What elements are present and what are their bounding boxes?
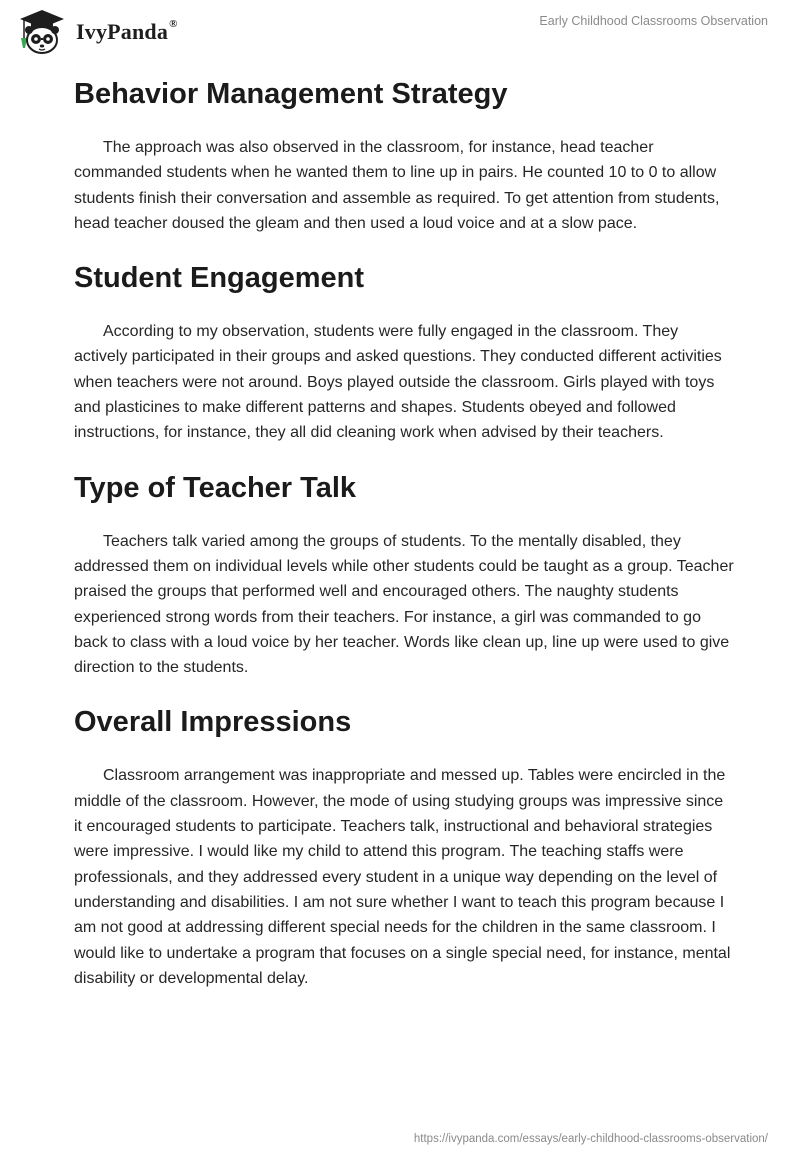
footer-source-link[interactable]: https://ivypanda.com/essays/early-childhood-classrooms-observation/ xyxy=(413,1133,768,1145)
section-heading-student-engagement: Student Engagement xyxy=(74,262,365,295)
section-heading-behavior-management: Behavior Management Strategy xyxy=(74,78,508,110)
section-heading-teacher-talk: Type of Teacher Talk xyxy=(74,471,357,504)
section-paragraph-student-engagement: According to my observation, students were fully engaged in the classroom. They actively participated in their groups and asked questions. They conducted different activities when teachers were not around. Boys played outside the classroom. Girls played with toys and plasticines to make different patterns and shapes. Students obeyed and followed instructions, for instance, they all did cleaning work when advised by their teachers. xyxy=(74,323,722,442)
section-paragraph-behavior-management: The approach was also observed in the classroom, for instance, head teacher commanded students when he wanted them to line up in pairs. He counted 10 to 0 to allow students finish their conversation and assemble as required. To get attention from students, head teacher doused the gleam and then used a loud voice and at a slow pace. xyxy=(74,139,720,232)
panda-graduate-icon xyxy=(14,8,70,56)
essay-content xyxy=(74,68,734,991)
section-paragraph-teacher-talk: Teachers talk varied among the groups of students. To the mentally disabled, they addressed them on individual levels while other students could be taught as a group. Teacher praised the groups that performed well and encouraged others. The naughty students experienced strong words from their teachers. For instance, a girl was commanded to go back to class with a loud voice by her teacher. Words like clean up, line up were used to give direction to the students. xyxy=(74,532,734,677)
brand-logo[interactable] xyxy=(14,8,178,56)
brand-name: IvyPanda® xyxy=(76,17,178,44)
section-heading-overall-impressions: Overall Impressions xyxy=(74,706,352,739)
section-paragraph-overall-impressions: Classroom arrangement was inappropriate and messed up. Tables were encircled in the middle of the classroom. However, the mode of using studying groups was impressive since it encouraged students to participate. Teachers talk, instructional and behavioral strategies were impressive. I would like my child to attend this program. The teaching staffs were professionals, and they addressed every student in a unique way depending on the level of understanding and disabilities. I am not sure whether I want to teach this program because I am not good at addressing different special needs for the children in the same classroom. I would like to undertake a program that focuses on a single special need, for instance, mental disability or developmental delay. xyxy=(74,767,731,987)
page-header xyxy=(0,0,800,70)
document-title: Early Childhood Classrooms Observation xyxy=(539,14,768,28)
